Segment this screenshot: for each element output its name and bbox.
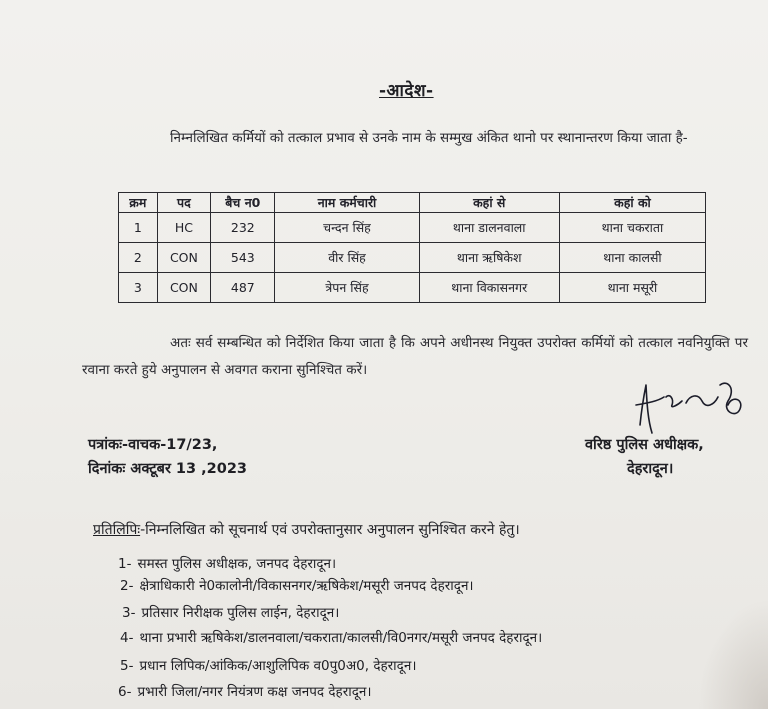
cell-post: CON [157,243,211,273]
page-shadow [698,599,768,709]
signatory-place: देहरादून। [627,461,674,477]
signatory-designation: वरिष्ठ पुलिस अधीक्षक, [585,437,704,453]
table-header-row [119,193,706,213]
intro-paragraph: निम्नलिखित कर्मियों को तत्काल प्रभाव से उनके नाम के सम्मुख अंकित थानो पर स्थानान्तरण किया जाता है- [170,130,688,146]
instruction-paragraph: अतः सर्व सम्बन्धित को निर्देशित किया जाता है कि अपने अधीनस्थ नियुक्त उपरोक्त कर्मियों को तत्काल नवनियुक्ति पर रवाना करते हुये अनुपालन से अवगत कराना सुनिश्चित करें। [82,335,748,378]
cell-employee-name: त्रेपन सिंह [275,273,419,303]
table-row [119,243,706,273]
list-item [120,628,542,646]
item-number: 4- [120,630,134,646]
copy-to-label: प्रतिलिपिः [93,522,141,538]
cell-badge-no: 487 [211,273,275,303]
cell-badge-no: 543 [211,243,275,273]
copy-to-heading-text: -निम्नलिखित को सूचनार्थ एवं उपरोक्तानुसार अनुपालन सुनिश्चित करने हेतु। [140,522,520,538]
cell-badge-no: 232 [211,213,275,243]
order-title: -आदेश- [379,81,434,101]
header-post: पद [157,193,211,213]
cell-serial: 2 [119,243,158,273]
item-text: समस्त पुलिस अधीक्षक, जनपद देहरादून। [137,556,337,572]
item-number: 6- [118,684,132,700]
header-badge-no: बैच न0 [211,193,275,213]
list-item [120,656,416,674]
item-number: 3- [122,605,136,621]
cell-to: थाना कालसी [559,243,705,273]
cell-from: थाना ऋषिकेश [419,243,559,273]
list-item [118,554,336,572]
table-row [119,273,706,303]
order-date: दिनांकः अक्टूबर 13 ,2023 [88,461,248,477]
reference-number: पत्रांकः-वाचक-17/23, [88,437,218,453]
header-to: कहां को [559,193,705,213]
cell-serial: 3 [119,273,158,303]
header-serial: क्रम [119,193,158,213]
list-item [120,576,474,594]
cell-to: थाना मसूरी [559,273,705,303]
item-text: प्रतिसार निरीक्षक पुलिस लाईन, देहरादून। [141,605,340,621]
item-text: प्रधान लिपिक/आंकिक/आशुलिपिक व0पु0अ0, देहरादून। [139,658,417,674]
copy-to-heading [93,520,520,539]
cell-to: थाना चकराता [559,213,705,243]
item-text: क्षेत्राधिकारी ने0कालोनी/विकासनगर/ऋषिकेश/मसूरी जनपद देहरादून। [139,578,474,594]
item-text: प्रभारी जिला/नगर नियंत्रण कक्ष जनपद देहरादून। [137,684,372,700]
list-item [118,682,372,700]
cell-employee-name: वीर सिंह [275,243,419,273]
cell-from: थाना विकासनगर [419,273,559,303]
cell-serial: 1 [119,213,158,243]
transfer-table [118,192,706,303]
header-from: कहां से [419,193,559,213]
item-number: 5- [120,658,134,674]
table-row [119,213,706,243]
list-item [122,603,339,621]
item-text: थाना प्रभारी ऋषिकेश/डालनवाला/चकराता/कालसी/वि0नगर/मसूरी जनपद देहरादून। [139,630,543,646]
cell-post: CON [157,273,211,303]
cell-from: थाना डालनवाला [419,213,559,243]
header-employee-name: नाम कर्मचारी [275,193,419,213]
item-number: 1- [118,556,132,572]
item-number: 2- [120,578,134,594]
cell-post: HC [157,213,211,243]
cell-employee-name: चन्दन सिंह [275,213,419,243]
